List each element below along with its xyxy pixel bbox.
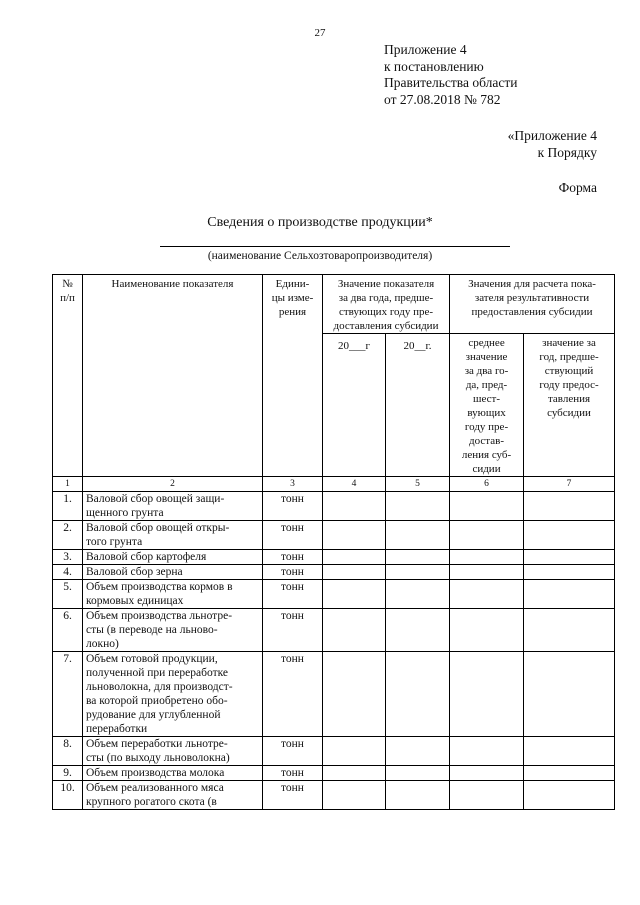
table-row <box>53 550 615 565</box>
column-number: 5 <box>386 477 450 492</box>
value-cell[interactable] <box>386 652 450 737</box>
appendix-line: от 27.08.2018 № 782 <box>384 91 501 107</box>
value-cell[interactable] <box>450 550 524 565</box>
value-cell[interactable] <box>524 766 615 781</box>
row-indicator-name: Объем производства молока <box>83 766 263 781</box>
value-cell[interactable] <box>450 565 524 580</box>
value-cell[interactable] <box>450 521 524 550</box>
header-year-value: значение за год, предше- ствующий году предос- тавления субсидии <box>524 334 615 477</box>
appendix-line: Правительства области <box>384 75 518 90</box>
value-cell[interactable] <box>524 565 615 580</box>
value-cell[interactable] <box>524 550 615 565</box>
value-cell[interactable] <box>450 781 524 810</box>
row-number: 5. <box>53 580 83 609</box>
table-row <box>53 781 615 810</box>
producer-name-line <box>160 246 510 247</box>
value-cell[interactable] <box>323 737 386 766</box>
value-cell[interactable] <box>323 521 386 550</box>
form-label: Форма <box>558 180 597 195</box>
table-row <box>53 565 615 580</box>
column-number: 3 <box>263 477 323 492</box>
value-cell[interactable] <box>524 492 615 521</box>
row-number: 1. <box>53 492 83 521</box>
value-cell[interactable] <box>323 652 386 737</box>
row-number: 3. <box>53 550 83 565</box>
value-cell[interactable] <box>323 766 386 781</box>
value-cell[interactable] <box>450 652 524 737</box>
header-indicator: Наименование показателя <box>83 275 263 477</box>
header-unit: Едини- цы изме- рения <box>263 275 323 477</box>
order-appendix-line: «Приложение 4 <box>507 128 597 143</box>
row-indicator-name: Валовой сбор картофеля <box>83 550 263 565</box>
value-cell[interactable] <box>323 550 386 565</box>
value-cell[interactable] <box>386 521 450 550</box>
value-cell[interactable] <box>450 492 524 521</box>
row-unit: тонн <box>263 781 323 810</box>
appendix-line: к постановлению <box>384 58 484 74</box>
header-calc: Значения для расчета пока- зателя результативности предоставления субсидии <box>450 275 615 334</box>
value-cell[interactable] <box>386 737 450 766</box>
row-indicator-name: Валовой сбор овощей откры- того грунта <box>83 521 263 550</box>
value-cell[interactable] <box>386 781 450 810</box>
column-number: 6 <box>450 477 524 492</box>
row-indicator-name: Валовой сбор зерна <box>83 565 263 580</box>
value-cell[interactable] <box>323 565 386 580</box>
row-number: 6. <box>53 609 83 652</box>
table-row <box>53 492 615 521</box>
value-cell[interactable] <box>386 580 450 609</box>
row-unit: тонн <box>263 521 323 550</box>
row-unit: тонн <box>263 609 323 652</box>
table-row <box>53 652 615 737</box>
production-table <box>52 274 615 810</box>
value-cell[interactable] <box>450 580 524 609</box>
column-number: 7 <box>524 477 615 492</box>
order-appendix-line: к Порядку <box>537 144 597 160</box>
column-number: 2 <box>83 477 263 492</box>
row-indicator-name: Объем готовой продукции, полученной при переработке льноволокна, для производст- ва которой приобретено обо- рудование для углубленной переработки <box>83 652 263 737</box>
row-indicator-name: Объем производства льнотре- сты (в переводе на льново- локно) <box>83 609 263 652</box>
value-cell[interactable] <box>386 550 450 565</box>
header-year-2: 20__г. <box>386 334 450 477</box>
value-cell[interactable] <box>323 492 386 521</box>
value-cell[interactable] <box>524 737 615 766</box>
column-number-row <box>53 477 615 492</box>
row-unit: тонн <box>263 766 323 781</box>
header-year-1: 20___г <box>323 334 386 477</box>
row-unit: тонн <box>263 652 323 737</box>
row-unit: тонн <box>263 737 323 766</box>
appendix-header <box>384 42 517 108</box>
table-row <box>53 580 615 609</box>
producer-name-caption: (наименование Сельхозтоваропроизводителя) <box>207 250 433 262</box>
value-cell[interactable] <box>524 609 615 652</box>
table-row <box>53 521 615 550</box>
value-cell[interactable] <box>386 609 450 652</box>
header-num: № п/п <box>53 275 83 477</box>
row-unit: тонн <box>263 580 323 609</box>
value-cell[interactable] <box>323 781 386 810</box>
value-cell[interactable] <box>386 766 450 781</box>
row-unit: тонн <box>263 492 323 521</box>
row-indicator-name: Валовой сбор овощей защи- щенного грунта <box>83 492 263 521</box>
value-cell[interactable] <box>323 609 386 652</box>
row-number: 2. <box>53 521 83 550</box>
column-number: 4 <box>323 477 386 492</box>
value-cell[interactable] <box>386 492 450 521</box>
value-cell[interactable] <box>524 652 615 737</box>
value-cell[interactable] <box>524 580 615 609</box>
value-cell[interactable] <box>386 565 450 580</box>
document-title: Сведения о производстве продукции* <box>207 215 433 230</box>
row-unit: тонн <box>263 550 323 565</box>
table-row <box>53 766 615 781</box>
row-indicator-name: Объем реализованного мяса крупного рогатого скота (в <box>83 781 263 810</box>
row-number: 9. <box>53 766 83 781</box>
value-cell[interactable] <box>524 781 615 810</box>
table-row <box>53 609 615 652</box>
row-number: 7. <box>53 652 83 737</box>
row-number: 10. <box>53 781 83 810</box>
column-number: 1 <box>53 477 83 492</box>
row-number: 4. <box>53 565 83 580</box>
value-cell[interactable] <box>323 580 386 609</box>
header-two-years: Значение показателя за два года, предше- ствующих году пре- доставления субсидии <box>323 275 450 334</box>
table-row <box>53 737 615 766</box>
value-cell[interactable] <box>450 766 524 781</box>
row-indicator-name: Объем переработки льнотре- сты (по выходу льноволокна) <box>83 737 263 766</box>
order-appendix-header <box>508 128 597 161</box>
row-number: 8. <box>53 737 83 766</box>
value-cell[interactable] <box>524 521 615 550</box>
row-unit: тонн <box>263 565 323 580</box>
value-cell[interactable] <box>450 609 524 652</box>
appendix-line: Приложение 4 <box>384 42 467 57</box>
header-average: среднее значение за два го- да, пред- шест- вующих году пре- достав- ления суб- сидии <box>450 334 524 477</box>
row-indicator-name: Объем производства кормов в кормовых единицах <box>83 580 263 609</box>
value-cell[interactable] <box>450 737 524 766</box>
page-number: 27 <box>314 27 326 39</box>
